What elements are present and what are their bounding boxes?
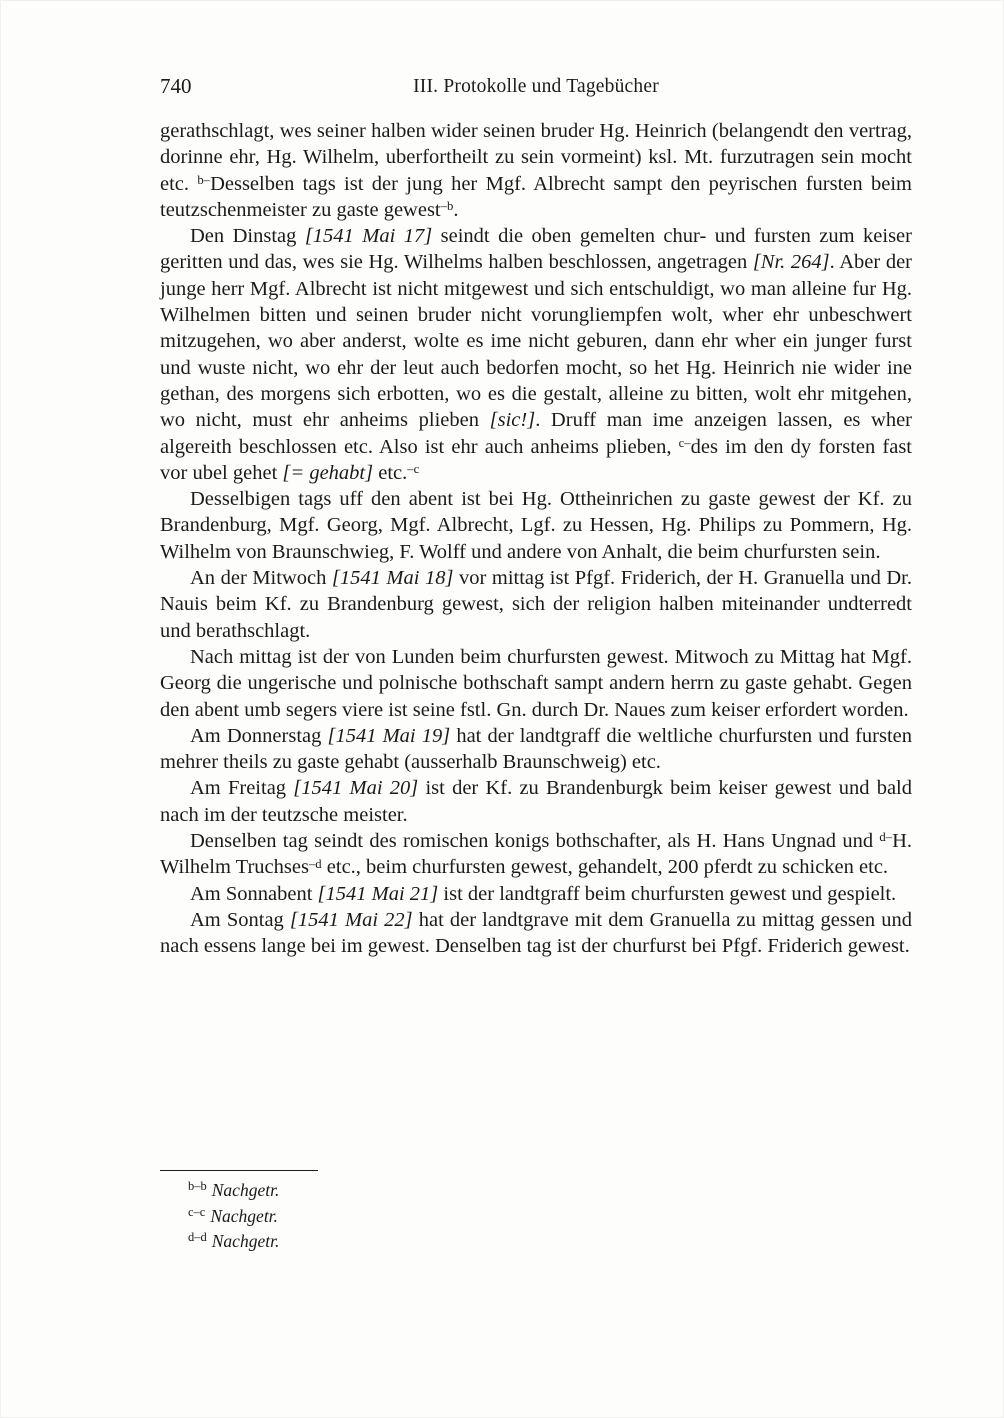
editorial-insertion: [1541 Mai 21] [317, 882, 439, 905]
editorial-mark: –d [308, 856, 322, 871]
editorial-insertion: [1541 Mai 22] [289, 908, 413, 931]
text-run: Nach mittag ist der von Lunden beim churfursten gewest. Mitwoch zu Mittag hat Mgf. Georg die ungerische und polnische bothschaft sampt andern herrn zu gaste gehabt. Gegen den abent umb segers viere ist seine fstl. Gn. durch Dr. Naues zum keiser erfordert worden. [160, 645, 912, 721]
paragraph [160, 907, 912, 960]
text-run: Am Freitag [190, 777, 294, 800]
text-run: An der Mitwoch [190, 567, 332, 590]
text-run: hat der landtgraff die weltliche churfursten und fursten mehrer theils zu gaste gehabt (ausserhalb Braunschweig) etc. [160, 724, 912, 774]
text-run: . [453, 198, 459, 221]
text-run: des im den dy forsten fast vor ubel gehet [160, 435, 912, 484]
paragraph [160, 486, 912, 565]
footnote [160, 1204, 912, 1230]
paragraph [160, 118, 912, 223]
paragraph [160, 881, 912, 907]
paragraph [160, 775, 912, 828]
footnote [160, 1178, 912, 1204]
editorial-insertion: [Nr. 264] [752, 251, 830, 274]
editorial-mark: –c [407, 462, 420, 477]
editorial-mark: b– [197, 172, 211, 187]
paragraph [160, 565, 912, 644]
footnote-separator-rule [160, 1170, 318, 1171]
text-run: . Druff man ime anzeigen lassen, es wher algereith beschlossen etc. Also ist ehr auch anheims plieben, [160, 409, 912, 458]
editorial-mark: d– [879, 830, 893, 845]
editorial-insertion: [1541 Mai 20] [293, 777, 419, 800]
running-head: III. Protokolle und Tagebücher [413, 76, 659, 97]
footnote-mark: c–c [188, 1204, 206, 1219]
text-run: Am Sontag [190, 908, 290, 931]
page-header [160, 74, 912, 99]
footnote-mark: b–b [188, 1179, 207, 1194]
page-number: 740 [160, 74, 192, 98]
editorial-mark: –b [440, 199, 454, 214]
text-run: Am Donnerstag [190, 724, 328, 747]
text-run: Den Dinstag [190, 225, 305, 248]
text-run: hat der landtgrave mit dem Granuella zu mittag gessen und nach essens lange bei im gewest. Denselben tag ist der churfurst bei Pfgf. Friderich gewest. [160, 908, 913, 958]
text-run: Denselben tag seindt des romischen konigs bothschafter, als H. Hans Ungnad und [190, 830, 880, 853]
text-run: vor mittag ist Pfgf. Friderich, der H. Granuella und Dr. Nauis beim Kf. zu Brandenburg gewest, sich der religion halben miteinander undterredt und berathschlagt. [160, 567, 912, 642]
footnote-text: Nachgetr. [210, 1205, 278, 1226]
text-run: etc. [373, 461, 408, 484]
body-text [160, 118, 912, 960]
footnote-text: Nachgetr. [211, 1180, 280, 1200]
editorial-mark: c– [678, 435, 691, 450]
text-run: Desselben tags ist der jung her Mgf. Albrecht sampt den peyrischen fursten beim teutzschenmeister zu gaste gewest [160, 172, 912, 221]
text-run: ist der Kf. zu Brandenburgk beim keiser gewest und bald nach im der teutzsche meister. [160, 777, 912, 826]
text-run: etc., beim churfursten gewest, gehandelt, 200 pferdt zu schicken etc. [321, 856, 889, 879]
editorial-insertion: [1541 Mai 19] [327, 724, 451, 747]
paragraph [160, 223, 912, 486]
editorial-insertion: [1541 Mai 17] [304, 225, 433, 248]
editorial-insertion: [sic!] [489, 409, 536, 432]
paragraph [160, 828, 912, 881]
paragraph [160, 723, 912, 776]
text-run: ist der landtgraff beim churfursten gewest und gespielt. [438, 882, 897, 905]
editorial-insertion: [1541 Mai 18] [331, 567, 454, 590]
footnote-list [160, 1178, 912, 1255]
text-run: seindt die oben gemelten chur- und fursten zum keiser geritten und das, wes sie Hg. Wilhelms halben beschlossen, angetragen [160, 225, 912, 274]
editorial-insertion: [= gehabt] [282, 461, 374, 484]
text-run: Am Sonnabent [190, 882, 318, 905]
text-run: Desselbigen tags uff den abent ist bei Hg. Ottheinrichen zu gaste gewest der Kf. zu Brandenburg, Mgf. Georg, Mgf. Albrecht, Lgf. zu Hessen, Hg. Philips zu Pommern, Hg. Wilhelm von Braunschwieg, F. Wolff und andere von Anhalt, die beim churfursten sein. [160, 488, 912, 563]
paragraph [160, 644, 912, 723]
text-run: gerathschlagt, wes seiner halben wider seinen bruder Hg. Heinrich (belangendt den vertrag, dorinne ehr, Hg. Wilhelm, uberfortheilt zu sein vormeint) ksl. Mt. furzutragen sein mocht etc. [160, 120, 912, 195]
footnote-mark: d–d [188, 1230, 207, 1245]
footnote-text: Nachgetr. [211, 1231, 280, 1251]
footnotes-section [160, 1170, 912, 1255]
text-run: . Aber der junge herr Mgf. Albrecht ist nicht mitgewest und sich entschuldigt, wo man alleine fur Hg. Wilhelmen bitten und seinen bruder nicht vorungliempfen wolt, wher ehr unbeschwert mitzugehen, wo aber anderst, wolte es ime nicht geburen, dann ehr wher ein junger furst und wuste nicht, wo ehr der leut auch bedorfen mocht, so het Hg. Heinrich nie wider ine gethan, des morgens sich erbotten, wo es die gestalt, alleine zu bitten, wolt ehr mitgehen, wo nicht, must ehr anheims plieben [160, 251, 912, 432]
text-run: H. Wilhelm Truchses [160, 830, 912, 879]
footnote [160, 1229, 912, 1255]
